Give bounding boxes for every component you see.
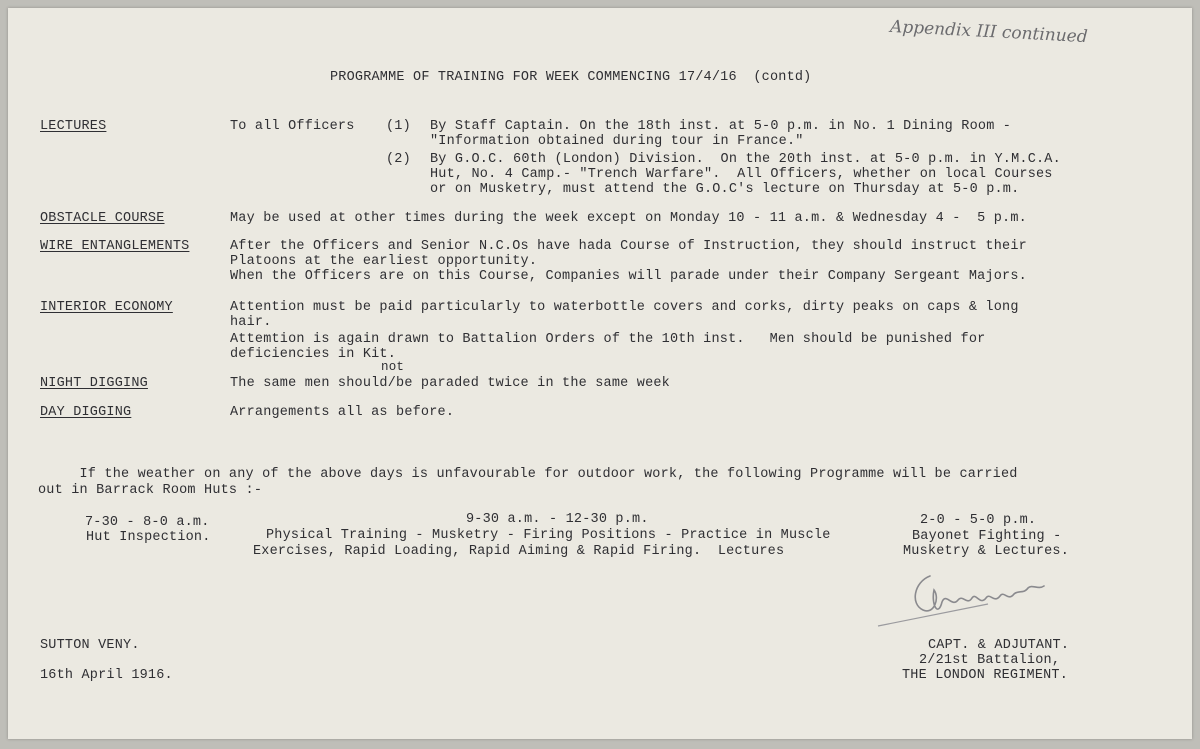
inserted-word: not bbox=[381, 360, 405, 374]
lecture-item-number: (2) bbox=[386, 152, 411, 167]
signatory-line: CAPT. & ADJUTANT. bbox=[928, 638, 1070, 653]
section-line: Attention must be paid particularly to waterbottle covers and corks, dirty peaks on caps & long bbox=[230, 300, 1019, 315]
section-heading-interior-economy: INTERIOR ECONOMY bbox=[40, 300, 173, 315]
lecture-item-line: By G.O.C. 60th (London) Division. On the 20th inst. at 5-0 p.m. in Y.M.C.A. bbox=[430, 152, 1061, 167]
signature-icon bbox=[868, 568, 1068, 630]
schedule-time: 9-30 a.m. - 12-30 p.m. bbox=[466, 512, 649, 527]
section-line: May be used at other times during the week except on Monday 10 - 11 a.m. & Wednesday 4 - 5 p.m. bbox=[230, 211, 1027, 226]
schedule-time: 2-0 - 5-0 p.m. bbox=[920, 513, 1037, 528]
lectures-audience: To all Officers bbox=[230, 119, 355, 134]
section-line: After the Officers and Senior N.C.Os have hada Course of Instruction, they should instruct their bbox=[230, 239, 1027, 254]
section-heading-day-digging: DAY DIGGING bbox=[40, 405, 132, 420]
section-line: When the Officers are on this Course, Companies will parade under their Company Sergeant Majors. bbox=[230, 269, 1027, 284]
lecture-item-line: Hut, No. 4 Camp.- "Trench Warfare". All Officers, whether on local Courses bbox=[430, 167, 1053, 182]
section-line: The same men should/be paraded twice in the same week bbox=[230, 376, 670, 391]
handwritten-annotation: Appendix III continued bbox=[889, 16, 1089, 48]
schedule-activity: Hut Inspection. bbox=[86, 530, 211, 545]
weather-note-line: If the weather on any of the above days is unfavourable for outdoor work, the following Programme will be carried bbox=[38, 467, 1018, 482]
section-line: deficiencies in Kit. bbox=[230, 347, 397, 362]
document-title: PROGRAMME OF TRAINING FOR WEEK COMMENCING 17/4/16 (contd) bbox=[330, 70, 812, 85]
lecture-item-number: (1) bbox=[386, 119, 411, 134]
footer-place: SUTTON VENY. bbox=[40, 638, 140, 653]
schedule-activity: Exercises, Rapid Loading, Rapid Aiming & Rapid Firing. Lectures bbox=[253, 544, 785, 559]
section-heading-night-digging: NIGHT DIGGING bbox=[40, 376, 148, 391]
lecture-item-line: or on Musketry, must attend the G.O.C's lecture on Thursday at 5-0 p.m. bbox=[430, 182, 1020, 197]
footer-date: 16th April 1916. bbox=[40, 668, 173, 683]
signatory-line: 2/21st Battalion, bbox=[919, 653, 1061, 668]
lecture-item-line: "Information obtained during tour in France." bbox=[430, 134, 804, 149]
schedule-activity: Physical Training - Musketry - Firing Positions - Practice in Muscle bbox=[266, 528, 831, 543]
signature bbox=[868, 568, 1068, 630]
section-line: Platoons at the earliest opportunity. bbox=[230, 254, 538, 269]
section-heading-obstacle-course: OBSTACLE COURSE bbox=[40, 211, 165, 226]
document-page bbox=[8, 8, 1192, 739]
section-heading-lectures: LECTURES bbox=[40, 119, 107, 134]
schedule-activity: Bayonet Fighting - bbox=[912, 529, 1062, 544]
signatory-line: THE LONDON REGIMENT. bbox=[902, 668, 1069, 683]
schedule-activity: Musketry & Lectures. bbox=[903, 544, 1070, 559]
lecture-item-line: By Staff Captain. On the 18th inst. at 5-0 p.m. in No. 1 Dining Room - bbox=[430, 119, 1012, 134]
schedule-time: 7-30 - 8-0 a.m. bbox=[85, 515, 210, 530]
section-line: Attemtion is again drawn to Battalion Orders of the 10th inst. Men should be punished for bbox=[230, 332, 986, 347]
section-line: Arrangements all as before. bbox=[230, 405, 455, 420]
section-line: hair. bbox=[230, 315, 272, 330]
weather-note-line: out in Barrack Room Huts :- bbox=[38, 483, 263, 498]
section-heading-wire-entanglements: WIRE ENTANGLEMENTS bbox=[40, 239, 190, 254]
